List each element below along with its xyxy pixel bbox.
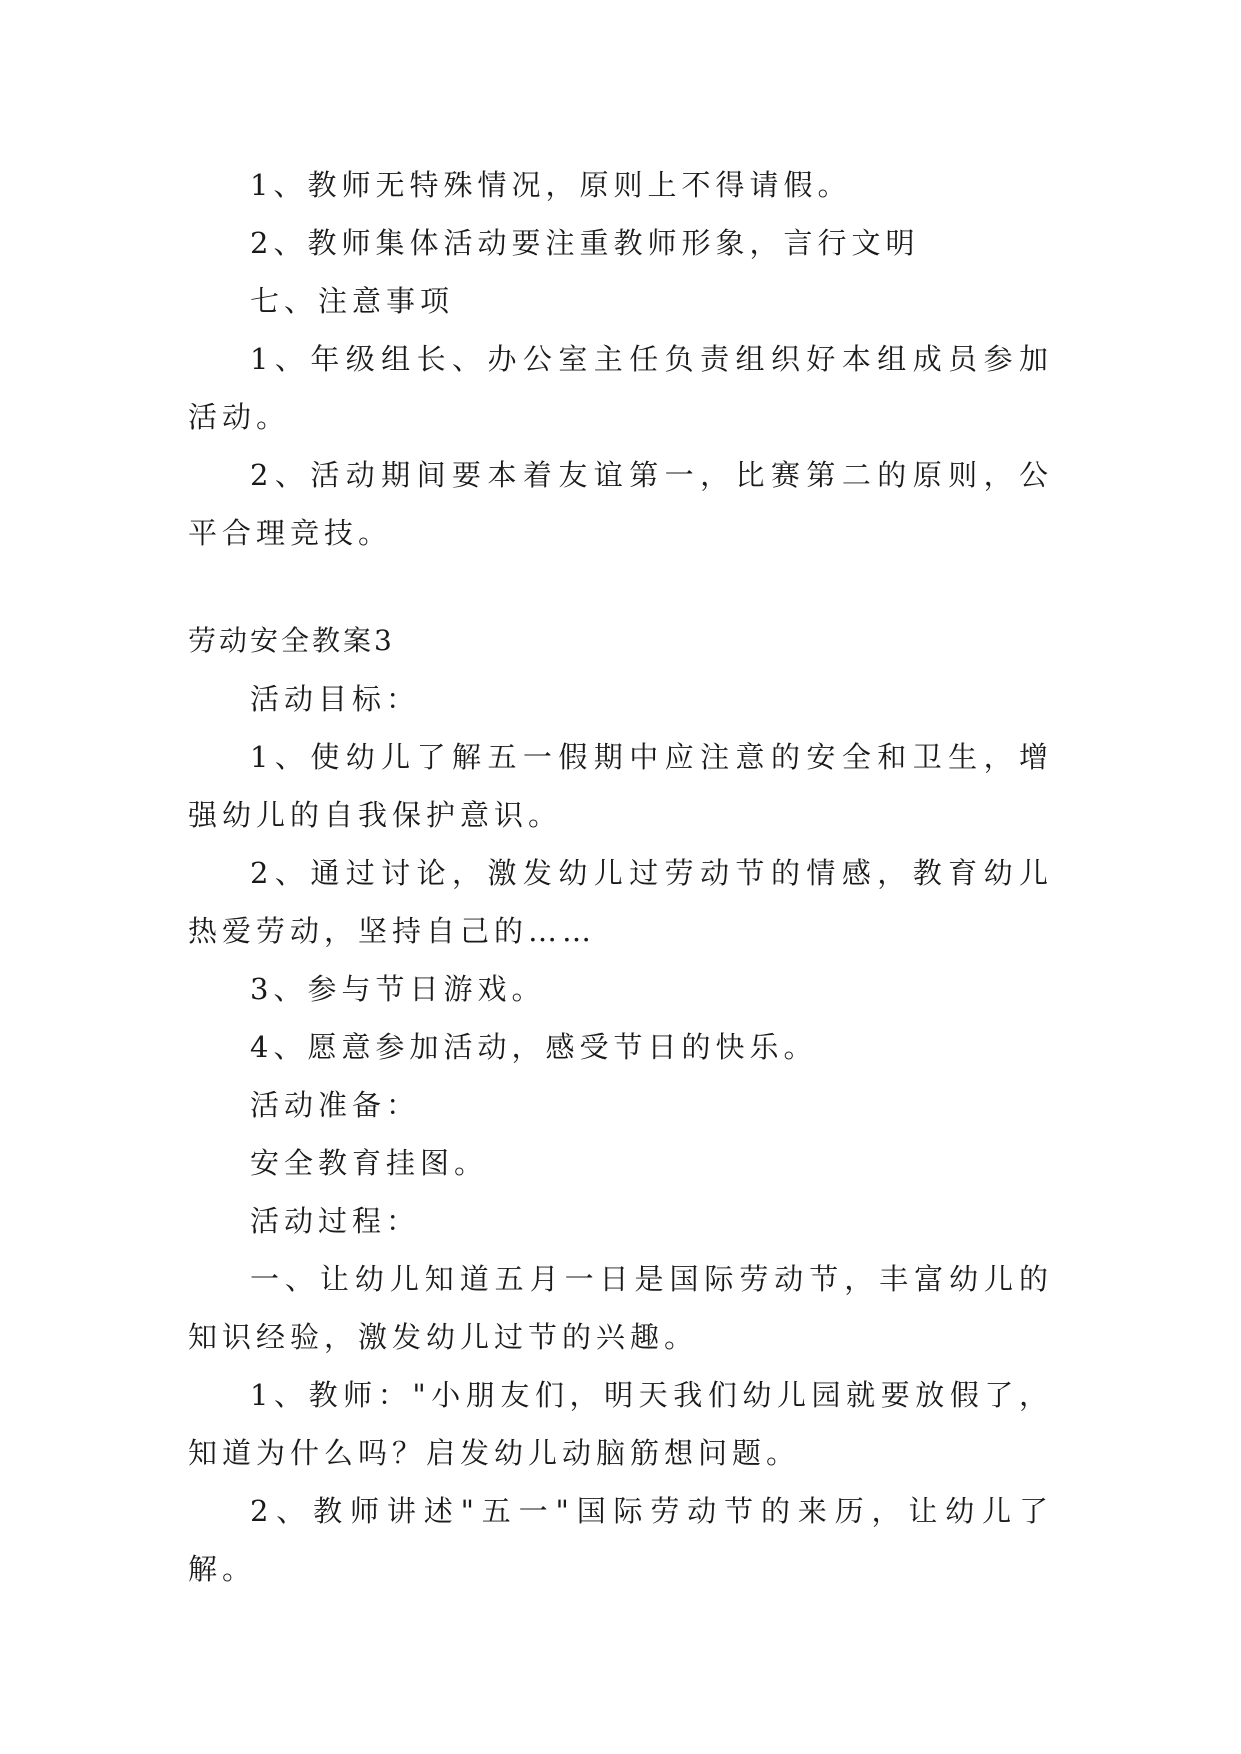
heading-activity-goals: 活动目标： (250, 682, 421, 716)
paragraph-teacher-image: 2、教师集体活动要注重教师形象，言行文明 (250, 226, 920, 260)
goal-item-3: 3、参与节日游戏。 (250, 972, 546, 1006)
goal-item-2: 2、通过讨论，激发幼儿过劳动节的情感，教育幼儿热爱劳动，坚持自己的…… (188, 856, 1053, 948)
paragraph-group-leaders: 1、年级组长、办公室主任负责组织好本组成员参加活动。 (188, 342, 1053, 434)
process-substep-1: 1、教师："小朋友们，明天我们幼儿园就要放假了，知道为什么吗？启发幼儿动脑筋想问题。 (188, 1378, 1053, 1470)
goal-item-1: 1、使幼儿了解五一假期中应注意的安全和卫生，增强幼儿的自我保护意识。 (188, 740, 1053, 832)
process-step-1: 一、让幼儿知道五月一日是国际劳动节，丰富幼儿的知识经验，激发幼儿过节的兴趣。 (188, 1262, 1053, 1354)
section-title: 劳动安全教案3 (188, 624, 395, 657)
heading-activity-preparation: 活动准备： (250, 1088, 421, 1122)
preparation-item: 安全教育挂图。 (250, 1146, 489, 1180)
process-substep-2: 2、教师讲述"五一"国际劳动节的来历，让幼儿了解。 (188, 1494, 1053, 1586)
paragraph-no-leave: 1、教师无特殊情况，原则上不得请假。 (250, 168, 852, 202)
paragraph-fair-competition: 2、活动期间要本着友谊第一，比赛第二的原则，公平合理竞技。 (188, 458, 1053, 550)
heading-activity-process: 活动过程： (250, 1204, 421, 1238)
goal-item-4: 4、愿意参加活动，感受节日的快乐。 (250, 1030, 818, 1064)
document-body (188, 156, 1053, 1598)
heading-notes: 七、注意事项 (250, 284, 455, 318)
